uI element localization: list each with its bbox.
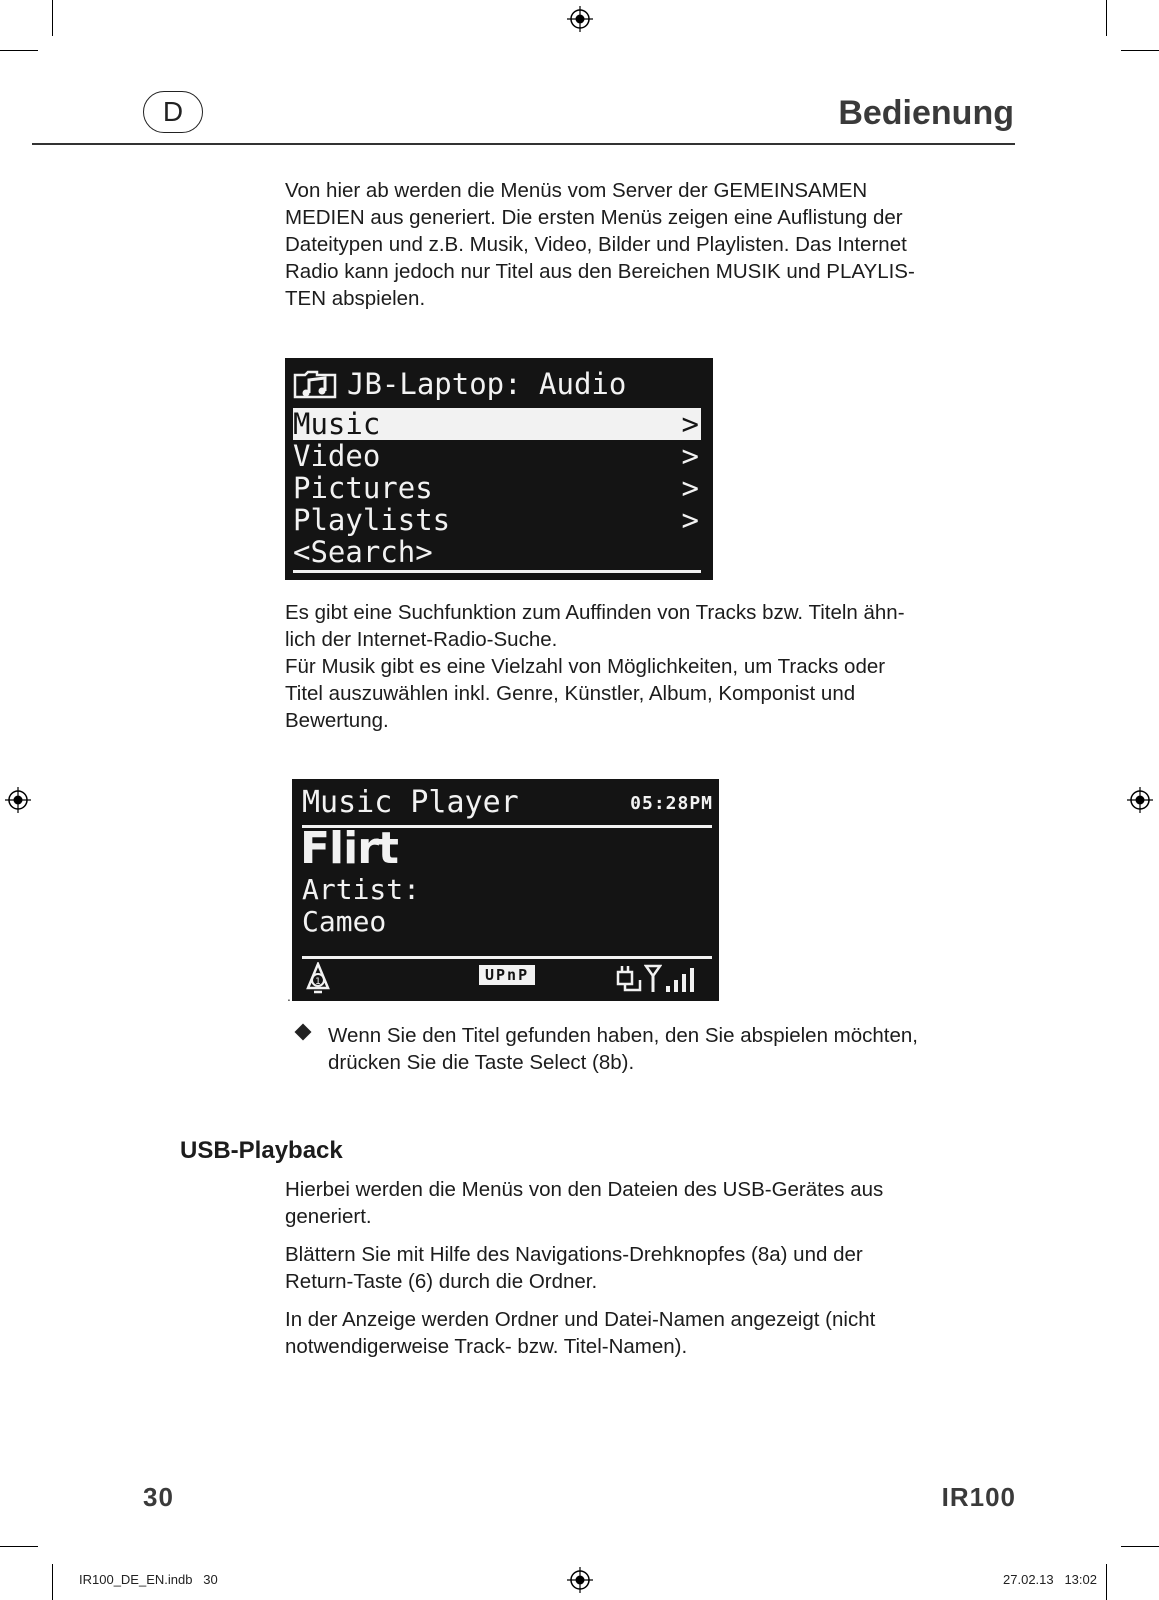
paragraph-line: lich der Internet-Radio-Suche.: [285, 628, 558, 651]
crop-mark: [1121, 1546, 1159, 1547]
paragraph-line: Radio kann jedoch nur Titel aus den Bereichen MUSIK und PLAYLIS-: [285, 260, 915, 283]
menu-item-label: <Search>: [293, 535, 433, 569]
crop-mark: [1106, 0, 1107, 36]
usb-paragraph-3: [285, 1306, 995, 1360]
usb-paragraph-2: [285, 1241, 995, 1295]
track-title: Flirt: [300, 823, 398, 874]
menu-item-label: Video: [293, 439, 381, 473]
bullet-paragraph: [328, 1022, 998, 1076]
page-title: Bedienung: [838, 94, 1014, 132]
screen-divider: [293, 570, 701, 573]
crop-mark: [1106, 1564, 1107, 1600]
registration-mark-icon: [5, 787, 31, 813]
menu-item-pictures[interactable]: [293, 472, 701, 504]
paragraph-line: Wenn Sie den Titel gefunden haben, den Sie abspielen möchten,: [328, 1024, 918, 1047]
menu-item-search[interactable]: [293, 536, 701, 568]
menu-item-label: Music: [293, 407, 381, 441]
registration-mark-icon: [567, 6, 593, 32]
chevron-right-icon: >: [681, 407, 699, 441]
power-plug-icon: [614, 962, 644, 994]
screen-divider: [302, 956, 712, 959]
header-divider: [32, 143, 1015, 145]
intro-paragraph: [285, 177, 995, 312]
chevron-right-icon: >: [681, 503, 699, 537]
signal-strength-icon: [664, 962, 702, 994]
print-slug-date: 27.02.13 13:02: [1003, 1572, 1097, 1587]
alarm-icon: [302, 962, 334, 996]
model-name: IR100: [941, 1482, 1016, 1512]
svg-text:1: 1: [315, 977, 321, 987]
screen-title: Music Player: [302, 785, 519, 820]
crop-mark: [52, 1564, 53, 1600]
upnp-source-badge: UPnP: [479, 965, 535, 985]
paragraph-line: notwendigerweise Track- bzw. Titel-Namen).: [285, 1335, 688, 1358]
language-badge: D: [143, 91, 203, 133]
paragraph-line: Für Musik gibt es eine Vielzahl von Möglichkeiten, um Tracks oder: [285, 655, 886, 678]
chevron-right-icon: >: [681, 439, 699, 473]
crop-mark: [52, 0, 53, 36]
paragraph-line: TEN abspielen.: [285, 287, 426, 310]
antenna-icon: [644, 962, 662, 994]
section-heading: USB-Playback: [180, 1137, 343, 1164]
paragraph-line: Dateitypen und z.B. Musik, Video, Bilder und Playlisten. Das Internet: [285, 233, 907, 256]
paragraph-line: Von hier ab werden die Menüs vom Server der GEMEINSAMEN: [285, 179, 868, 202]
lcd-screen-music-player: [292, 779, 719, 1001]
usb-paragraph-1: [285, 1176, 995, 1230]
paragraph-line: In der Anzeige werden Ordner und Datei-Namen angezeigt (nicht: [285, 1308, 876, 1331]
print-slug-file: IR100_DE_EN.indb 30: [79, 1572, 218, 1587]
artist-name: Cameo: [302, 905, 387, 938]
lcd-screen-media-menu: [285, 358, 713, 580]
paragraph-line: Es gibt eine Suchfunktion zum Auffinden von Tracks bzw. Titeln ähn-: [285, 601, 905, 624]
search-paragraph: [285, 599, 995, 734]
clock-display: 05:28PM: [630, 793, 713, 814]
crop-mark: [0, 1546, 38, 1547]
menu-item-label: Playlists: [293, 503, 451, 537]
paragraph-line: Hierbei werden die Menüs von den Dateien des USB-Gerätes aus: [285, 1178, 884, 1201]
chevron-right-icon: >: [681, 471, 699, 505]
paragraph-line: Return-Taste (6) durch die Ordner.: [285, 1270, 598, 1293]
paragraph-line: Bewertung.: [285, 709, 389, 732]
crop-mark: [0, 50, 38, 51]
paragraph-line: generiert.: [285, 1205, 372, 1228]
page-number: 30: [143, 1482, 174, 1512]
artist-label: Artist:: [302, 873, 421, 906]
registration-mark-icon: [567, 1567, 593, 1593]
registration-mark-icon: [1127, 787, 1153, 813]
screen-title-row: [293, 366, 626, 402]
menu-item-playlists[interactable]: [293, 504, 701, 536]
paragraph-line: Blättern Sie mit Hilfe des Navigations-Drehknopfes (8a) und der: [285, 1243, 863, 1266]
paragraph-line: Titel auszuwählen inkl. Genre, Künstler, Album, Komponist und: [285, 682, 856, 705]
music-folder-icon: [293, 369, 337, 399]
menu-item-video[interactable]: [293, 440, 701, 472]
crop-mark: [1121, 50, 1159, 51]
paragraph-line: drücken Sie die Taste Select (8b).: [328, 1051, 635, 1074]
menu-item-music[interactable]: [293, 408, 701, 440]
stray-dot: .: [287, 988, 291, 1004]
screen-title: JB-Laptop: Audio: [347, 367, 627, 401]
menu-item-label: Pictures: [293, 471, 433, 505]
diamond-bullet-icon: [295, 1024, 312, 1041]
paragraph-line: MEDIEN aus generiert. Die ersten Menüs zeigen eine Auflistung der: [285, 206, 903, 229]
